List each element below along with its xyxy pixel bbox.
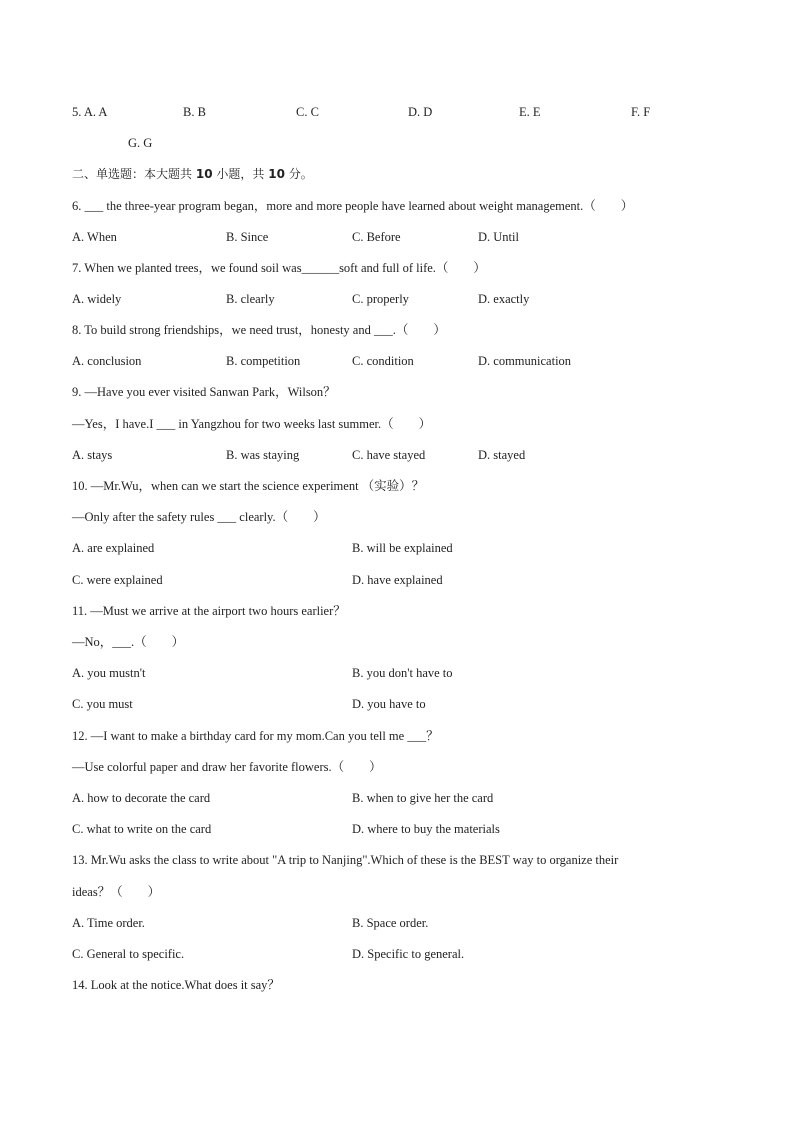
- q9-stem: 9. —Have you ever visited Sanwan Park，Wilson？: [72, 385, 336, 399]
- q12-stem: 12. —I want to make a birthday card for my mom.Can you tell me ___？: [72, 729, 439, 743]
- q10-option-b: B. will be explained: [352, 541, 453, 555]
- section-title: [72, 166, 313, 182]
- q8-option-c: C. condition: [352, 354, 414, 368]
- q12-stem-reply: —Use colorful paper and draw her favorite flowers.（ ）: [72, 760, 382, 774]
- q6-stem: 6. ___ the three-year program began，more and more people have learned about weight management.（ ）: [72, 199, 634, 213]
- q6-option-b: B. Since: [226, 230, 269, 244]
- q5-option-a: [72, 104, 107, 120]
- q5-option-a-label: A. A: [83, 105, 108, 119]
- q11-option-a: A. you mustn't: [72, 666, 146, 680]
- q5-option-d: D. D: [408, 105, 433, 119]
- section-title-prefix: 二、单选题：本大题共: [72, 167, 193, 181]
- q11-option-b: B. you don't have to: [352, 666, 453, 680]
- q7-option-a: A. widely: [72, 292, 122, 306]
- q13-stem-continued: ideas？（ ）: [72, 885, 161, 899]
- q11-stem: 11. —Must we arrive at the airport two hours earlier？: [72, 604, 346, 618]
- q5-option-e: E. E: [519, 105, 541, 119]
- section-title-mid: 小题，共: [216, 167, 265, 181]
- q5-option-g: G. G: [128, 136, 153, 150]
- q12-option-b: B. when to give her the card: [352, 791, 494, 805]
- q9-option-d: D. stayed: [478, 448, 526, 462]
- q5-option-c: C. C: [296, 105, 319, 119]
- q13-option-d: D. Specific to general.: [352, 947, 465, 961]
- q5-option-f: F. F: [631, 105, 651, 119]
- q10-stem: 10. —Mr.Wu，when can we start the science experiment （实验）？: [72, 479, 425, 493]
- q8-stem: 8. To build strong friendships，we need trust，honesty and ___.（ ）: [72, 323, 446, 337]
- q6-option-d: D. Until: [478, 230, 519, 244]
- q8-option-a: A. conclusion: [72, 354, 142, 368]
- q8-option-b: B. competition: [226, 354, 301, 368]
- q9-stem-reply: —Yes，I have.I ___ in Yangzhou for two weeks last summer.（ ）: [72, 417, 432, 431]
- section-score: 10: [268, 167, 285, 181]
- q13-stem: 13. Mr.Wu asks the class to write about "A trip to Nanjing".Which of these is the BEST way to organize their: [72, 853, 619, 867]
- q10-option-a: A. are explained: [72, 541, 155, 555]
- q10-stem-reply: —Only after the safety rules ___ clearly.（ ）: [72, 510, 326, 524]
- q13-option-a: A. Time order.: [72, 916, 145, 930]
- q12-option-a: A. how to decorate the card: [72, 791, 211, 805]
- q8-option-d: D. communication: [478, 354, 572, 368]
- q7-option-b: B. clearly: [226, 292, 275, 306]
- section-question-count: 10: [195, 167, 213, 181]
- section-title-suffix: 分。: [288, 167, 313, 181]
- q13-option-c: C. General to specific.: [72, 947, 185, 961]
- q6-option-c: C. Before: [352, 230, 401, 244]
- q10-option-c: C. were explained: [72, 573, 163, 587]
- q11-stem-reply: —No，___.（ ）: [72, 635, 185, 649]
- q9-option-c: C. have stayed: [352, 448, 426, 462]
- q11-option-d: D. you have to: [352, 697, 426, 711]
- q7-option-d: D. exactly: [478, 292, 530, 306]
- q12-option-c: C. what to write on the card: [72, 822, 212, 836]
- q11-option-c: C. you must: [72, 697, 133, 711]
- q6-option-a: A. When: [72, 230, 117, 244]
- q10-option-d: D. have explained: [352, 573, 443, 587]
- q14-stem: 14. Look at the notice.What does it say？: [72, 978, 280, 992]
- q9-option-b: B. was staying: [226, 448, 300, 462]
- q9-option-a: A. stays: [72, 448, 113, 462]
- q12-option-d: D. where to buy the materials: [352, 822, 500, 836]
- q7-option-c: C. properly: [352, 292, 409, 306]
- q13-option-b: B. Space order.: [352, 916, 429, 930]
- q5-number: 5.: [72, 105, 82, 119]
- q5-option-b: B. B: [183, 105, 206, 119]
- q7-stem: 7. When we planted trees，we found soil was______soft and full of life.（ ）: [72, 261, 486, 275]
